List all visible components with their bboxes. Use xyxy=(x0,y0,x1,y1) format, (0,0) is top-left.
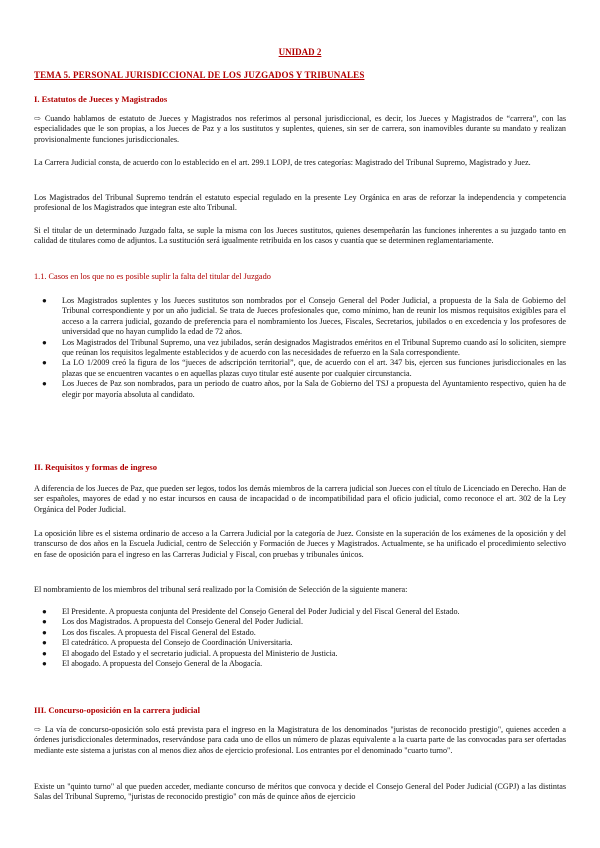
section-1-paragraph-2: La Carrera Judicial consta, de acuerdo con lo establecido en el art. 299.1 LOPJ, de tres categorías: Magistrado del Tribunal Supremo, Magistrado y Juez. xyxy=(34,158,531,167)
list-item xyxy=(34,607,566,617)
bullet-icon: ● xyxy=(42,638,47,648)
arrow-icon: ⇨ xyxy=(34,114,41,123)
list-item xyxy=(34,649,566,659)
list-item-text: Los Magistrados suplentes y los Jueces sustitutos son nombrados por el Consejo General del Poder Judicial, a propuesta de la Sala de Gobierno del Tribunal correspondiente y por un año judicial. Se trata de Jueces profesionales que, como mínimo, han de reunir los mismos requisitos exigibles para el acceso a la carrera judicial, gozando de preferencia para el nombramiento los Jueces, Fiscales, Secretarios, jubilados o en excedencia y los profesores de universidad que no hayan cumplido la edad de 72 años. xyxy=(62,296,566,337)
section-1-subheading: 1.1. Casos en los que no es posible suplir la falta del titular del Juzgado xyxy=(34,272,271,281)
list-item xyxy=(34,638,566,648)
list-item xyxy=(34,379,566,400)
topic-title: TEMA 5. PERSONAL JURISDICCIONAL DE LOS JUZGADOS Y TRIBUNALES xyxy=(34,70,365,80)
paragraph-text: La vía de concurso-oposición solo está prevista para el ingreso en la Magistratura de los denominados "juristas de reconocido prestigio", quienes acceden a órdenes jurisdiccionales determinados, reservándose para cada uno de ellos un número de plazas equivalente a la cuarta parte de las convocadas para ser ofertadas mediante este sistema a juristas con al menos diez años de ejercicio profesional. Los entrantes por el denominado "cuarto turno". xyxy=(34,725,566,755)
unit-title: UNIDAD 2 xyxy=(278,47,322,57)
list-item xyxy=(34,659,566,669)
list-item-text: Los dos fiscales. A propuesta del Fiscal General del Estado. xyxy=(62,627,256,637)
list-item-text: La LO 1/2009 creó la figura de los “jueces de adscripción territorial”, que, de acuerdo con el art. 347 bis, ejercen sus funciones jurisdiccionales en las plazas que se encuentren vacantes o en aquellas plazas cuyo titular esté ausente por cualquier circunstancia. xyxy=(62,358,566,378)
section-2-paragraph-1: A diferencia de los Jueces de Paz, que pueden ser legos, todos los demás miembros de la carrera judicial son Jueces con el título de Licenciado en Derecho. Han de ser españoles, mayores de edad y no estar incursos en causa de incapacidad o de incompatibilidad para el oficio judicial, como reconoce el art. 302 de la Ley Orgánica del Poder Judicial. xyxy=(34,484,566,514)
arrow-icon: ⇨ xyxy=(34,725,41,734)
section-1-paragraph-1 xyxy=(34,114,566,145)
section-1-paragraph-3: Los Magistrados del Tribunal Supremo tendrán el estatuto especial regulado en la presente Ley Orgánica en aras de reforzar la independencia y competencia profesional de los Magistrados que integran este alto Tribunal. xyxy=(34,193,566,213)
bullet-icon: ● xyxy=(42,607,47,616)
list-item-text: El abogado del Estado y el secretario judicial. A propuesta del Ministerio de Justicia. xyxy=(62,648,338,658)
section-2-paragraph-3: El nombramiento de los miembros del tribunal será realizado por la Comisión de Selección de la siguiente manera: xyxy=(34,585,408,594)
list-item xyxy=(34,617,566,627)
bullet-icon: ● xyxy=(42,617,47,627)
list-item xyxy=(34,628,566,638)
bullet-icon: ● xyxy=(42,337,47,347)
section-2-bullet-list xyxy=(34,607,566,669)
list-item-text: Los Jueces de Paz son nombrados, para un periodo de cuatro años, por la Sala de Gobierno del TSJ a propuesta del Ayuntamiento respectivo, quien ha de elegir por mayoría absoluta al candidato. xyxy=(62,379,566,399)
list-item-text: Los dos Magistrados. A propuesta del Consejo General del Poder Judicial. xyxy=(62,617,303,627)
section-2-heading: II. Requisitos y formas de ingreso xyxy=(34,462,158,472)
section-1-bullet-list xyxy=(34,296,566,400)
bullet-icon: ● xyxy=(42,296,47,305)
section-1-heading: I. Estatutos de Jueces y Magistrados xyxy=(34,94,168,104)
bullet-icon: ● xyxy=(42,659,47,669)
section-3-paragraph-1 xyxy=(34,725,566,756)
list-item xyxy=(34,358,566,379)
bullet-icon: ● xyxy=(42,379,47,389)
section-2-paragraph-2: La oposición libre es el sistema ordinario de acceso a la Carrera Judicial por la categoría de Juez. Consiste en la superación de los exámenes de la oposición y del transcurso de dos años en la Escuela Judicial, centro de Selección y Formación de Jueces y Magistrados. Actualmente, se ha unificado el procedimiento selectivo en fase de oposición para el ingreso en las Carreras Judicial y Fiscal, con pruebas y tribunales únicos. xyxy=(34,529,566,559)
list-item-text: Los Magistrados del Tribunal Supremo, una vez jubilados, serán designados Magistrados eméritos en el Tribunal Supremo cuando así lo soliciten, siempre que reúnan los requisitos legalmente establecidos y de acuerdo con las necesidades de refuerzo en la Sala correspondiente. xyxy=(62,337,566,358)
section-1-paragraph-4: Si el titular de un determinado Juzgado falta, se suple la misma con los Jueces sustitutos, quienes desempeñarán las funciones inherentes a su juzgado tanto en calidad de titulares como de adjuntos. La sustitución será igualmente retribuida en los casos y cuantía que se determinen reglamentariamente. xyxy=(34,226,566,246)
list-item xyxy=(34,338,566,359)
section-3-paragraph-2: Existe un "quinto turno" al que pueden acceder, mediante concurso de méritos que convoca y decide el Consejo General del Poder Judicial (CGPJ) a las distintas Salas del Tribunal Supremo, "juristas de reconocido prestigio" con más de quince años de ejercicio xyxy=(34,782,566,802)
list-item-text: El abogado. A propuesta del Consejo General de la Abogacía. xyxy=(62,659,263,669)
bullet-icon: ● xyxy=(42,627,47,637)
list-item-text: El catedrático. A propuesta del Consejo de Coordinación Universitaria. xyxy=(62,638,293,648)
list-item-text: El Presidente. A propuesta conjunta del Presidente del Consejo General del Poder Judicial y del Fiscal General del Estado. xyxy=(62,607,460,616)
list-item xyxy=(34,296,566,338)
bullet-icon: ● xyxy=(42,358,47,368)
paragraph-text: Cuando hablamos de estatuto de Jueces y Magistrados nos referimos al personal jurisdiccional, es decir, los Jueces y Magistrados de “carrera”, con las especialidades que le son propias, a los Jueces de Paz y a los sustitutos y suplentes, quienes, sin ser de carrera, son inamovibles durante su mandato y realizan provisionalmente funciones jurisdiccionales. xyxy=(34,114,566,144)
section-3-heading: III. Concurso-oposición en la carrera judicial xyxy=(34,705,200,715)
bullet-icon: ● xyxy=(42,648,47,658)
